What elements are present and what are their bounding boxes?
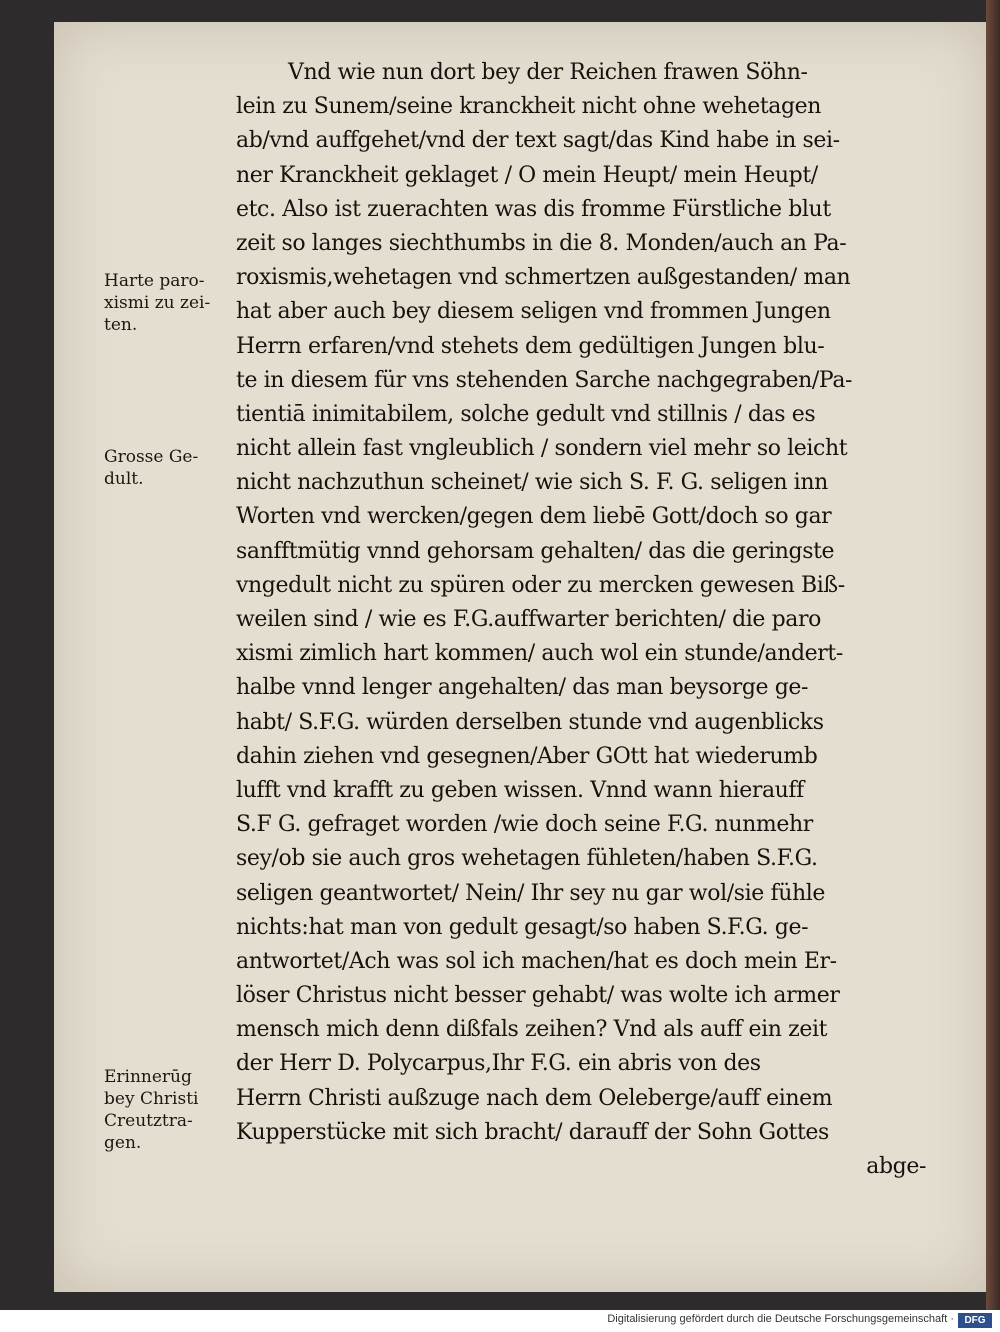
text-line: vngedult nicht zu spüren oder zu mercken gewesen Biß- [236, 572, 845, 598]
funding-credit: Digitalisierung gefördert durch die Deutsche Forschungsgemeinschaft · [607, 1313, 954, 1325]
margin-note-text: Grosse Ge- dult. [104, 447, 199, 489]
text-line: tientiā inimitabilem, solche gedult vnd stillnis / das es [236, 401, 816, 427]
text-line: Kupperstücke mit sich bracht/ darauff der Sohn Gottes [236, 1119, 829, 1145]
text-line: sey/ob sie auch gros wehetagen fühleten/haben S.F.G. [236, 846, 818, 872]
text-line: xismi zimlich hart kommen/ auch wol ein stunde/andert- [236, 641, 843, 667]
text-line: S.F G. gefraget worden /wie doch seine F.G. nunmehr [236, 812, 813, 838]
text-line: halbe vnnd lenger angehalten/ das man beysorge ge- [236, 675, 809, 701]
text-line: nichts:hat man von gedult gesagt/so haben S.F.G. ge- [236, 914, 809, 940]
text-line: mensch mich denn dißfals zeihen? Vnd als auff ein zeit [236, 1017, 828, 1043]
catchword: abge- [866, 1154, 926, 1179]
margin-note-text: Harte paro- xismi zu zei- ten. [104, 271, 211, 335]
text-line: löser Christus nicht besser gehabt/ was wolte ich armer [236, 983, 840, 1009]
text-line: hat aber auch bey diesem seligen vnd frommen Jungen [236, 299, 831, 325]
text-line: zeit so langes siechthumbs in die 8. Monden/auch an Pa- [236, 230, 847, 256]
text-line: etc. Also ist zuerachten was dis fromme Fürstliche blut [236, 196, 831, 222]
text-line: nicht allein fast vngleublich / sondern viel mehr so leicht [236, 436, 848, 462]
footer-bar [0, 1310, 1000, 1332]
text-line: roxismis,wehetagen vnd schmertzen außgestanden/ man [236, 265, 851, 291]
text-line: dahin ziehen vnd gesegnen/Aber GOtt hat wiederumb [236, 743, 818, 769]
text-line: seligen geantwortet/ Nein/ Ihr sey nu gar wol/sie fühle [236, 880, 825, 906]
body-text [236, 56, 926, 1184]
text-line: Vnd wie nun dort bey der Reichen frawen Söhn- [288, 60, 808, 85]
text-line: nicht nachzuthun scheinet/ wie sich S. F. G. seligen inn [236, 470, 828, 496]
book-edge [986, 0, 1000, 1310]
dfg-logo-icon: DFG [958, 1313, 992, 1328]
text-line: antwortet/Ach was sol ich machen/hat es doch mein Er- [236, 948, 837, 974]
text-line: lein zu Sunem/seine kranckheit nicht ohne wehetagen [236, 94, 822, 120]
text-line: sanfftmütig vnnd gehorsam gehalten/ das die geringste [236, 538, 835, 564]
text-line: lufft vnd krafft zu geben wissen. Vnnd wann hierauff [236, 777, 804, 803]
text-line: der Herr D. Polycarpus,Ihr F.G. ein abris von des [236, 1051, 761, 1077]
text-line: Worten vnd wercken/gegen dem liebē Gott/doch so gar [236, 504, 832, 530]
text-line: weilen sind / wie es F.G.auffwarter berichten/ die paro [236, 607, 821, 632]
margin-note-erinnerung [104, 1066, 234, 1154]
text-line: habt/ S.F.G. würden derselben stunde vnd augenblicks [236, 709, 824, 735]
margin-note-grosse-gedult [104, 446, 234, 490]
margin-note-harte-paroxismi [104, 270, 234, 336]
text-line: Herrn Christi außzuge nach dem Oeleberge/auff einem [236, 1085, 833, 1111]
margin-note-text: Erinnerūg bey Christi Creutztra- gen. [104, 1067, 199, 1153]
text-line: Herrn erfaren/vnd stehets dem gedültigen Jungen blu- [236, 333, 825, 359]
text-line: ab/vnd auffgehet/vnd der text sagt/das Kind habe in sei- [236, 128, 840, 154]
text-line: ner Kranckheit geklaget / O mein Heupt/ mein Heupt/ [236, 162, 818, 188]
text-line: te in diesem für vns stehenden Sarche nachgegraben/Pa- [236, 367, 853, 393]
